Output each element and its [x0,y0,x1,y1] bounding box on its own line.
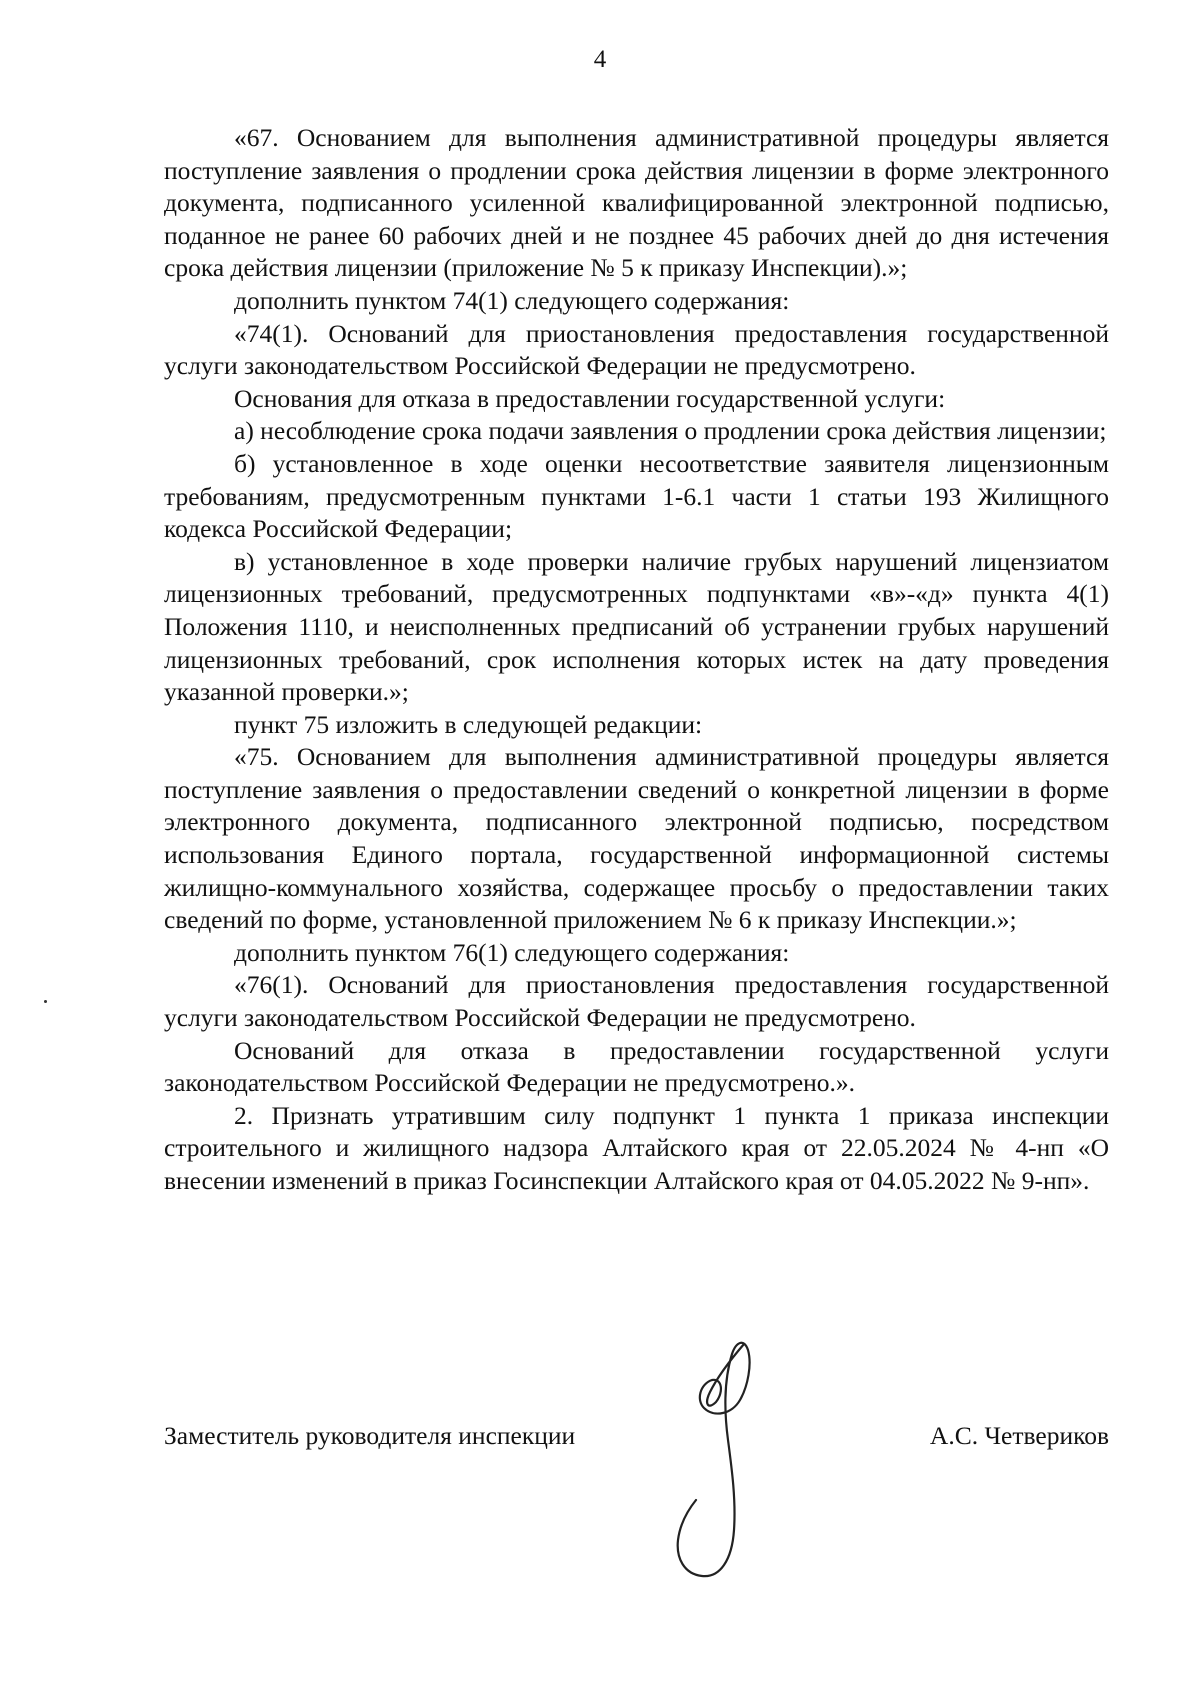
signer-name: А.С. Четвериков [929,1421,1109,1450]
paragraph-76-1: «76(1). Оснований для приостановления предоставления государственной услуги законодательством Российской Федерации не предусмотрено. [164,970,1109,1033]
scan-speck [44,1000,47,1003]
handwritten-signature [640,1330,800,1590]
paragraph-2: 2. Признать утратившим силу подпункт 1 пункта 1 приказа инспекции строительного и жилищного надзора Алтайского края от 22.05.2024 № 4-нп «О внесении изменений в приказ Госинспекции Алтайского края от 04.05.2022 № 9-нп». [164,1100,1109,1195]
signature-block [164,1420,1109,1456]
paragraph-item-v: в) установленное в ходе проверки наличие грубых нарушений лицензиатом лицензионных требований, предусмотренных подпунктами «в»-«д» пункта 4(1) Положения 1110, и неисполненных предписаний об устранении грубых нарушений лицензионных требований, срок исполнения которых истек на дату проведения указанной проверки.»; [164,546,1109,707]
paragraph-add-74-1: дополнить пунктом 74(1) следующего содержания: [234,285,790,315]
paragraph-add-76-1: дополнить пунктом 76(1) следующего содержания: [234,937,790,967]
paragraph-item-b: б) установленное в ходе оценки несоответствие заявителя лицензионным требованиям, предусмотренным пунктами 1-6.1 части 1 статьи 193 Жилищного кодекса Российской Федерации; [164,448,1109,544]
paragraph-item-a: а) несоблюдение срока подачи заявления о продлении срока действия лицензии; [234,416,1107,446]
signature-stroke [678,1343,750,1576]
paragraph-75: «75. Основанием для выполнения административной процедуры является поступление заявления о предоставлении сведений о конкретной лицензии в форме электронного документа, подписанного электронной подписью, посредством использования Единого портала, государственной информационной системы жилищно-коммунального хозяйства, содержащее просьбу о предоставлении таких сведений по форме, установленной приложением № 6 к приказу Инспекции.»; [164,742,1109,935]
paragraph-74-1: «74(1). Оснований для приостановления предоставления государственной услуги законодательством Российской Федерации не предусмотрено. [164,318,1109,381]
paragraph-no-refusal-grounds: Оснований для отказа в предоставлении государственной услуги законодательством Российской Федерации не предусмотрено.». [164,1035,1109,1098]
paragraph-point-75-edit: пункт 75 изложить в следующей редакции: [234,709,703,739]
paragraph-67: «67. Основанием для выполнения административной процедуры является поступление заявления о продлении срока действия лицензии в форме электронного документа, подписанного усиленной квалифицированной электронной подписью, поданное не ранее 60 рабочих дней и не позднее 45 рабочих дней до дня истечения срока действия лицензии (приложение № 5 к приказу Инспекции).»; [164,123,1109,283]
document-body [164,122,1109,1198]
signer-position: Заместитель руководителя инспекции [164,1421,576,1450]
paragraph-refusal-grounds: Основания для отказа в предоставлении государственной услуги: [234,383,946,413]
page-number: 4 [593,46,607,73]
